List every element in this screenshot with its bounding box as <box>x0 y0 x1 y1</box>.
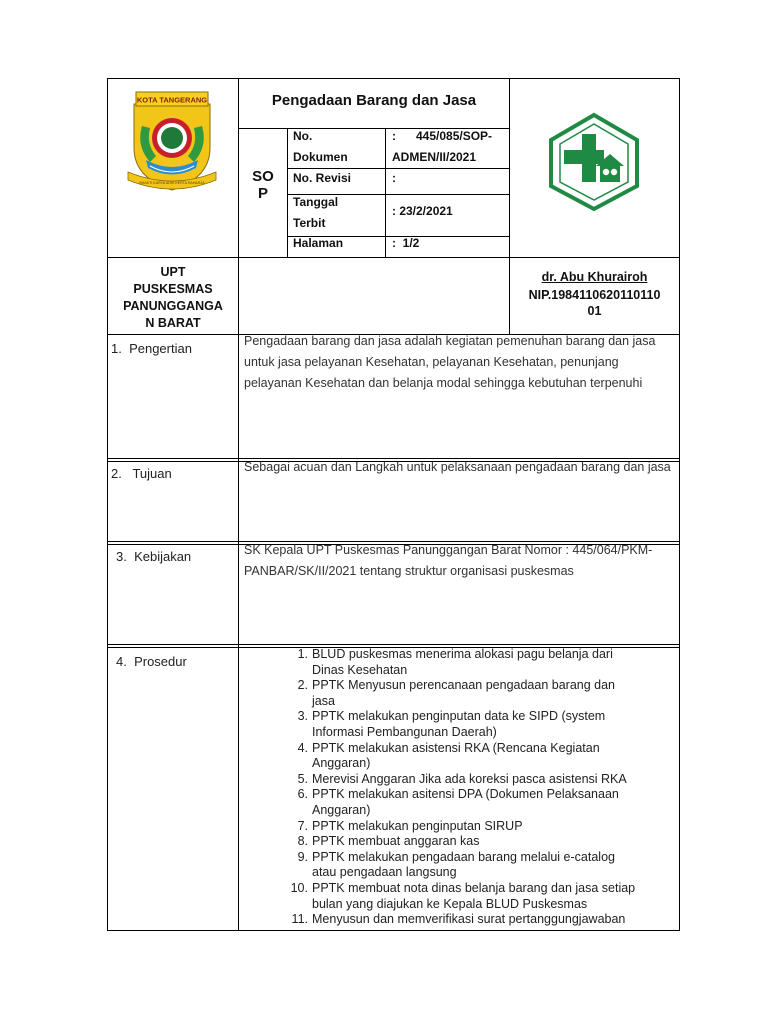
city-logo <box>122 86 222 196</box>
section-label-pengertian: 1. Pengertian <box>111 341 192 356</box>
procedure-step-text: PPTK melakukan asitensi DPA (Dokumen Pelaksanaan Anggaran) <box>312 787 619 817</box>
signer-name: dr. Abu Khurairoh <box>541 270 648 284</box>
city-logo-motto: BHAKTI KARYA ADHI KERTA RAHARJA <box>139 181 205 185</box>
section-label-tujuan: 2. Tujuan <box>111 466 172 481</box>
meta-label-page: Halaman <box>293 236 344 250</box>
section-label-kebijakan: 3. Kebijakan <box>116 549 192 564</box>
procedure-step <box>297 740 674 772</box>
section-text-tujuan: Sebagai acuan dan Langkah untuk pelaksanaan pengadaan barang dan jasa <box>244 460 671 474</box>
procedure-step-number: 11. <box>291 912 308 927</box>
procedure-step-text: PPTK melakukan penginputan data ke SIPD (system Informasi Pembangunan Daerah) <box>312 709 606 739</box>
procedure-step-number: 2. <box>297 678 308 693</box>
procedure-step-text: PPTK melakukan asistensi RKA (Rencana Kegiatan Anggaran) <box>312 740 600 771</box>
section-text-kebijakan: SK Kepala UPT Puskesmas Panunggangan Barat Nomor : 445/064/PKM-PANBAR/SK/II/2021 tentang struktur organisasi puskesmas <box>244 543 653 578</box>
sop-label: SO P <box>252 168 274 202</box>
procedure-step-number: 8. <box>297 834 308 849</box>
procedure-step-text: PPTK membuat nota dinas belanja barang dan jasa setiap bulan yang diajukan ke Kepala BLUD Puskesmas <box>312 880 636 911</box>
section-text-pengertian: Pengadaan barang dan jasa adalah kegiatan pemenuhan barang dan jasa untuk jasa pelayanan Kesehatan, pelayanan Kesehatan, penunjang pelayanan Kesehatan dan belanja modal sehingga kebutuhan terpenuhi <box>244 334 656 390</box>
procedure-list-container <box>290 647 674 929</box>
procedure-step-number: 1. <box>297 647 308 661</box>
meta-value-issue-date: : 23/2/2021 <box>392 204 453 218</box>
puskesmas-logo <box>544 112 644 212</box>
section-label-prosedur: 4. Prosedur <box>116 654 187 669</box>
procedure-list <box>290 647 674 928</box>
procedure-step-text: Menyusun dan memverifikasi surat pertanggungjawaban <box>312 912 626 927</box>
procedure-step-number: 3. <box>297 709 308 724</box>
procedure-step <box>297 709 674 740</box>
document-title: Pengadaan Barang dan Jasa <box>271 92 477 109</box>
procedure-step-number: 10. <box>290 880 308 895</box>
procedure-step-text: PPTK membuat anggaran kas <box>312 834 480 849</box>
signer-nip: NIP.1984110620110110 01 <box>528 288 661 318</box>
meta-value-page: : 1/2 <box>392 236 420 250</box>
procedure-step-text: BLUD puskesmas menerima alokasi pagu belanja dari Dinas Kesehatan <box>312 647 613 677</box>
city-logo-text: KOTA TANGERANG <box>136 95 208 105</box>
procedure-step-text: PPTK melakukan pengadaan barang melalui e-catalog atau pengadaan langsung <box>312 849 615 880</box>
procedure-step <box>297 818 674 835</box>
meta-value-revision: : <box>392 171 396 185</box>
procedure-step-text: Merevisi Anggaran Jika ada koreksi pasca asistensi RKA <box>312 771 627 786</box>
procedure-step <box>297 849 674 881</box>
procedure-step <box>291 912 674 928</box>
procedure-step-text: PPTK melakukan penginputan SIRUP <box>312 818 523 833</box>
procedure-step-number: 4. <box>297 740 308 755</box>
unit-name: UPT PUSKESMAS PANUNGGANGA N BARAT <box>123 265 223 330</box>
procedure-step-number: 7. <box>297 818 308 833</box>
procedure-step-number: 9. <box>297 849 308 864</box>
procedure-step <box>297 771 674 788</box>
procedure-step <box>290 880 674 912</box>
procedure-step <box>297 647 674 678</box>
procedure-step <box>297 678 674 709</box>
meta-value-document-number: : 445/085/SOP- ADMEN/II/2021 <box>392 129 493 164</box>
procedure-step-number: 5. <box>297 771 308 786</box>
procedure-step <box>297 834 674 850</box>
procedure-step <box>297 787 674 818</box>
procedure-step-number: 6. <box>297 787 308 802</box>
meta-label-issue-date: Tanggal Terbit <box>293 195 339 230</box>
meta-label-revision: No. Revisi <box>293 171 352 185</box>
procedure-step-text: PPTK Menyusun perencanaan pengadaan barang dan jasa <box>312 678 616 708</box>
meta-label-document-number: No. Dokumen <box>293 129 348 164</box>
